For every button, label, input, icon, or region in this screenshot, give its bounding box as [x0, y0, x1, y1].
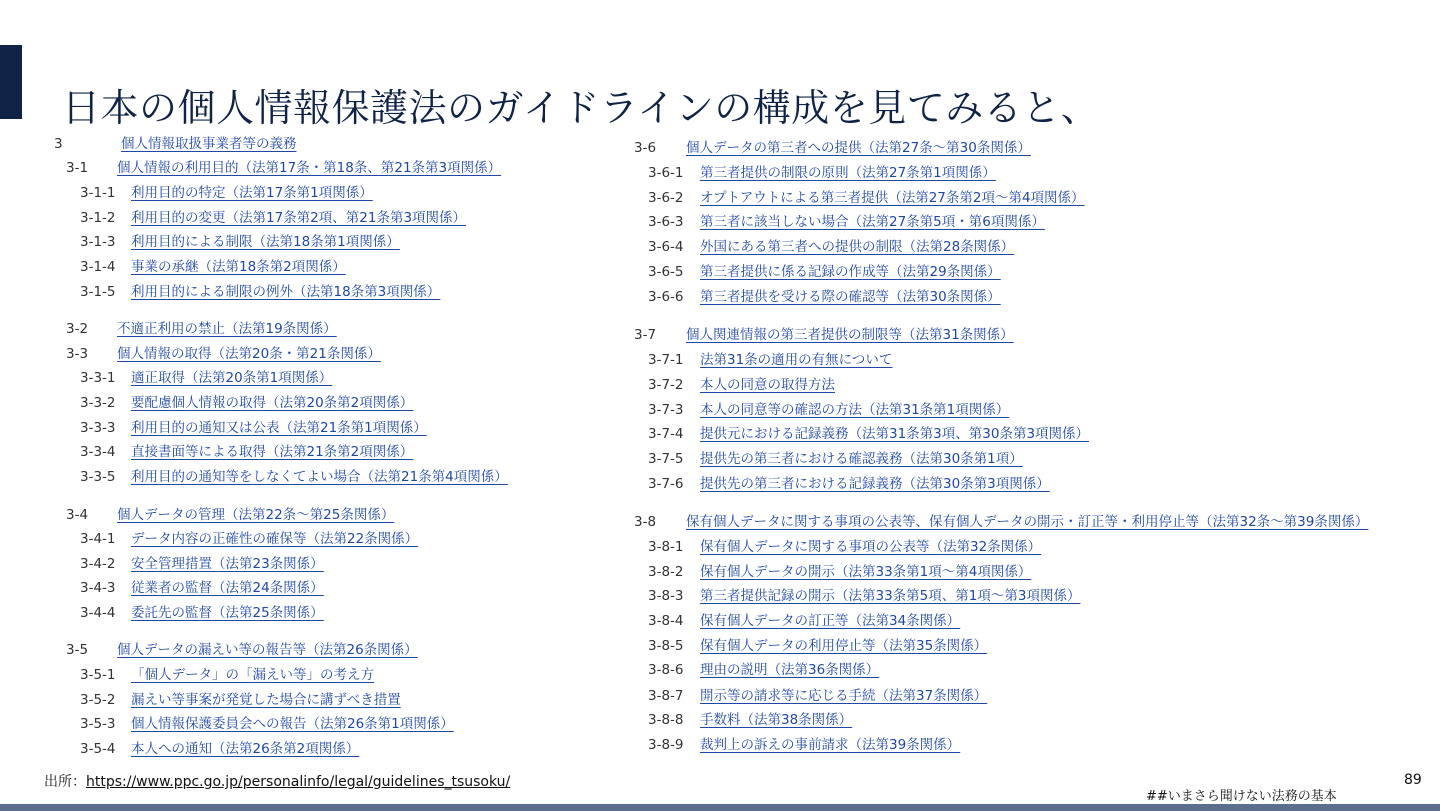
toc-link[interactable]: 提供先の第三者における記録義務（法第30条第3項関係） — [700, 476, 1050, 492]
source-citation — [44, 771, 510, 791]
toc-link[interactable]: 利用目的による制限の例外（法第18条第3項関係） — [131, 284, 441, 300]
toc-number: 3 — [54, 136, 63, 152]
toc-number: 3-6-6 — [648, 289, 684, 305]
toc-number: 3-7 — [634, 327, 657, 343]
toc-link[interactable]: 理由の説明（法第36条関係） — [700, 662, 880, 678]
toc-link[interactable]: 個人関連情報の第三者提供の制限等（法第31条関係） — [686, 327, 1014, 343]
toc-number: 3-5-1 — [80, 667, 116, 683]
toc-number: 3-6 — [634, 140, 657, 156]
toc-number: 3-3-3 — [80, 420, 116, 436]
toc-number: 3-3 — [66, 346, 89, 362]
toc-link[interactable]: 利用目的の通知等をしなくてよい場合（法第21条第4項関係） — [131, 469, 508, 485]
toc-number: 3-6-2 — [648, 190, 684, 206]
toc-link[interactable]: 提供元における記録義務（法第31条第3項、第30条第3項関係） — [700, 426, 1090, 442]
toc-number: 3-7-1 — [648, 352, 684, 368]
source-label: 出所： — [44, 774, 86, 790]
toc-number: 3-4-2 — [80, 556, 116, 572]
toc-link[interactable]: 事業の承継（法第18条第2項関係） — [131, 259, 346, 275]
toc-number: 3-4-3 — [80, 580, 116, 596]
toc-link[interactable]: 利用目的の通知又は公表（法第21条第1項関係） — [131, 420, 427, 436]
toc-link[interactable]: 個人データの第三者への提供（法第27条～第30条関係） — [686, 140, 1031, 156]
source-link[interactable]: https://www.ppc.go.jp/personalinfo/legal/guidelines_tsusoku/ — [86, 774, 511, 790]
toc-number: 3-1-4 — [80, 259, 116, 275]
toc-number: 3-2 — [66, 321, 89, 337]
page-number: 89 — [1404, 772, 1422, 788]
toc-link[interactable]: 本人の同意等の確認の方法（法第31条第1項関係） — [700, 402, 1010, 418]
toc-number: 3-7-3 — [648, 402, 684, 418]
toc-number: 3-6-4 — [648, 239, 684, 255]
toc-link[interactable]: 本人への通知（法第26条第2項関係） — [131, 741, 360, 757]
toc-number: 3-1-2 — [80, 210, 116, 226]
toc-number: 3-5 — [66, 642, 89, 658]
toc-link[interactable]: 「個人データ」の「漏えい等」の考え方 — [131, 667, 374, 683]
toc-link[interactable]: 保有個人データの訂正等（法第34条関係） — [700, 613, 961, 629]
toc-number: 3-5-3 — [80, 716, 116, 732]
toc-number: 3-6-3 — [648, 214, 684, 230]
toc-link[interactable]: 安全管理措置（法第23条関係） — [131, 556, 324, 572]
toc-number: 3-5-4 — [80, 741, 116, 757]
toc-number: 3-8-9 — [648, 737, 684, 753]
toc-link[interactable]: 個人情報の利用目的（法第17条・第18条、第21条第3項関係） — [117, 160, 502, 176]
toc-link[interactable]: 適正取得（法第20条第1項関係） — [131, 370, 333, 386]
toc-number: 3-7-5 — [648, 451, 684, 467]
toc-number: 3-3-1 — [80, 370, 116, 386]
hashtag-text: ##いまさら聞けない法務の基本 — [1146, 789, 1337, 804]
toc-link[interactable]: 個人データの管理（法第22条～第25条関係） — [117, 507, 395, 523]
toc-number: 3-4-1 — [80, 531, 116, 547]
toc-link[interactable]: 第三者提供の制限の原則（法第27条第1項関係） — [700, 165, 996, 181]
toc-link[interactable]: 利用目的による制限（法第18条第1項関係） — [131, 234, 400, 250]
toc-number: 3-7-4 — [648, 426, 684, 442]
toc-number: 3-5-2 — [80, 692, 116, 708]
toc-link[interactable]: 手数料（法第38条関係） — [700, 712, 853, 728]
toc-number: 3-3-2 — [80, 395, 116, 411]
toc-link[interactable]: 要配慮個人情報の取得（法第20条第2項関係） — [131, 395, 414, 411]
toc-link[interactable]: 不適正利用の禁止（法第19条関係） — [117, 321, 337, 337]
toc-link[interactable]: 法第31条の適用の有無について — [700, 352, 893, 368]
toc-number: 3-8-5 — [648, 638, 684, 654]
toc-number: 3-4 — [66, 507, 89, 523]
toc-number: 3-3-4 — [80, 444, 116, 460]
toc-number: 3-1 — [66, 160, 89, 176]
toc-link[interactable]: 個人情報取扱事業者等の義務 — [121, 136, 297, 152]
toc-link[interactable]: 開示等の請求等に応じる手続（法第37条関係） — [700, 688, 988, 704]
toc-link[interactable]: 第三者提供記録の開示（法第33条第5項、第1項～第3項関係） — [700, 588, 1081, 604]
toc-number: 3-7-2 — [648, 377, 684, 393]
toc-link[interactable]: 本人の同意の取得方法 — [700, 377, 835, 393]
toc-link[interactable]: 利用目的の特定（法第17条第1項関係） — [131, 185, 373, 201]
toc-link[interactable]: 利用目的の変更（法第17条第2項、第21条第3項関係） — [131, 210, 467, 226]
toc-number: 3-8-8 — [648, 712, 684, 728]
toc-link[interactable]: 第三者提供を受ける際の確認等（法第30条関係） — [700, 289, 1001, 305]
toc-number: 3-1-3 — [80, 234, 116, 250]
toc-number: 3-3-5 — [80, 469, 116, 485]
toc-number: 3-8 — [634, 514, 657, 530]
toc-number: 3-6-5 — [648, 264, 684, 280]
toc-number: 3-8-4 — [648, 613, 684, 629]
toc-link[interactable]: 漏えい等事案が発覚した場合に講ずべき措置 — [131, 692, 401, 708]
toc-link[interactable]: 個人情報保護委員会への報告（法第26条第1項関係） — [131, 716, 454, 732]
toc-link[interactable]: 保有個人データに関する事項の公表等（法第32条関係） — [700, 539, 1042, 555]
toc-number: 3-1-1 — [80, 185, 116, 201]
toc-link[interactable]: 保有個人データに関する事項の公表等、保有個人データの開示・訂正等・利用停止等（法第32条～第39条関係） — [686, 514, 1369, 530]
toc-number: 3-7-6 — [648, 476, 684, 492]
toc-link[interactable]: 提供先の第三者における確認義務（法第30条第1項） — [700, 451, 1023, 467]
toc-number: 3-4-4 — [80, 605, 116, 621]
bottom-bar — [0, 804, 1440, 811]
toc-link[interactable]: オプトアウトによる第三者提供（法第27条第2項～第4項関係） — [700, 190, 1085, 206]
toc-number: 3-1-5 — [80, 284, 116, 300]
toc-link[interactable]: 第三者提供に係る記録の作成等（法第29条関係） — [700, 264, 1001, 280]
toc-link[interactable]: 外国にある第三者への提供の制限（法第28条関係） — [700, 239, 1015, 255]
toc-link[interactable]: 第三者に該当しない場合（法第27条第5項・第6項関係） — [700, 214, 1045, 230]
toc-number: 3-8-1 — [648, 539, 684, 555]
toc-link[interactable]: 裁判上の訴えの事前請求（法第39条関係） — [700, 737, 961, 753]
toc-link[interactable]: 直接書面等による取得（法第21条第2項関係） — [131, 444, 414, 460]
toc-link[interactable]: 従業者の監督（法第24条関係） — [131, 580, 324, 596]
toc-link[interactable]: データ内容の正確性の確保等（法第22条関係） — [131, 531, 419, 547]
toc-link[interactable]: 保有個人データの開示（法第33条第1項～第4項関係） — [700, 564, 1032, 580]
toc-number: 3-8-3 — [648, 588, 684, 604]
toc-number: 3-8-2 — [648, 564, 684, 580]
toc-link[interactable]: 委託先の監督（法第25条関係） — [131, 605, 324, 621]
toc-link[interactable]: 保有個人データの利用停止等（法第35条関係） — [700, 638, 988, 654]
toc-number: 3-6-1 — [648, 165, 684, 181]
toc-link[interactable]: 個人情報の取得（法第20条・第21条関係） — [117, 346, 381, 362]
slide-title: 日本の個人情報保護法のガイドラインの構成を見てみると、 — [62, 86, 1100, 131]
title-accent-bar — [0, 45, 22, 119]
toc-number: 3-8-6 — [648, 662, 684, 678]
toc-link[interactable]: 個人データの漏えい等の報告等（法第26条関係） — [117, 642, 418, 658]
toc-number: 3-8-7 — [648, 688, 684, 704]
